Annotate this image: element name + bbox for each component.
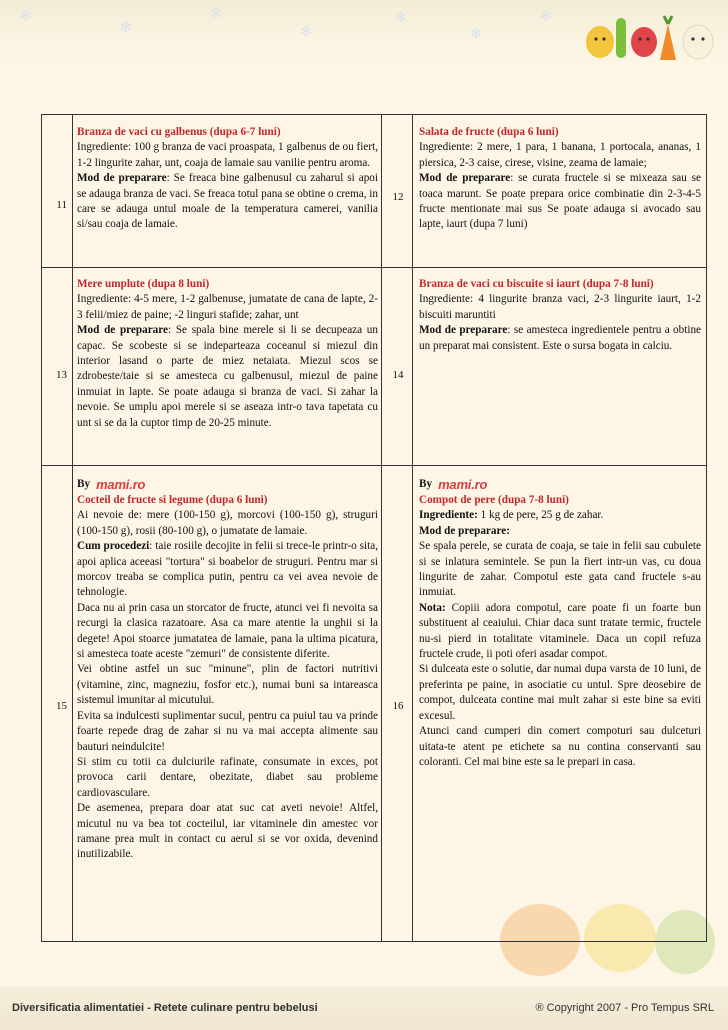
recipe-cell-13 <box>77 277 378 431</box>
recipe-ingredients: Ingrediente: 1 kg de pere, 25 g de zahar. <box>419 509 604 522</box>
recipe-method-label: Mod de preparare: <box>419 524 510 537</box>
recipe-cell-14 <box>419 277 701 354</box>
snowflake-icon: ✻ <box>120 20 132 36</box>
recipe-cell-15 <box>77 477 378 863</box>
footer-title: Diversificatia alimentatiei - Retete culinare pentru bebelusi <box>12 1002 318 1014</box>
recipe-number: 14 <box>392 369 404 381</box>
recipe-title: Compot de pere (dupa 7-8 luni) <box>419 494 569 506</box>
mami-ro-logo: mami.ro <box>96 477 146 493</box>
recipe-paragraph: Atunci cand cumperi din comert compoturi sau dulceturi uitata-te atent pe etichete sa nu contina conservanti sau coloranti. Cel mai bine este sa le prepari in casa. <box>419 725 701 768</box>
recipe-note: Nota: Copiii adora compotul, care poate fi un foarte bun substituent al ceaiului. Chiar daca sunt tratate termic, fructele nu-si pierd in totalitate vitaminele. Daca un copil refuza fructele crude, ii poti oferi asadar compot. <box>419 601 701 661</box>
mami-ro-logo: mami.ro <box>438 477 488 493</box>
recipe-title: Branza de vaci cu biscuite si iaurt (dupa 7-8 luni) <box>419 278 654 290</box>
recipe-number: 15 <box>56 700 67 712</box>
snowflake-icon: ✻ <box>20 8 32 24</box>
recipe-ingredients: Ingrediente: 4-5 mere, 1-2 galbenuse, jumatate de cana de lapte, 2-3 felii/miez de paine; -2 linguri stafide; zahar, unt <box>77 293 378 321</box>
header-decoration <box>0 0 728 72</box>
snowflake-icon: ✻ <box>540 8 552 24</box>
recipe-paragraph: Evita sa indulcesti suplimentar sucul, pentru ca puiul tau va prinde foarte repede drag de zahar si nu va mai accepta alimente sau bauturi neindulcite! <box>77 709 378 753</box>
recipe-title: Salata de fructe (dupa 6 luni) <box>419 126 559 138</box>
recipe-title: Branza de vaci cu galbenus (dupa 6-7 luni) <box>77 126 281 138</box>
recipe-paragraph: Si stim cu totii ca dulciurile rafinate, consumate in exces, pot provoca carii dentare, obezitate, diabet sau probleme cardiovasculare. <box>77 755 378 799</box>
recipe-number: 11 <box>56 199 67 211</box>
recipe-cell-11 <box>77 125 378 233</box>
snowflake-icon: ✻ <box>395 10 407 26</box>
recipe-paragraph: Vei obtine astfel un suc "minune", plin de factori nutritivi (vitamine, zinc, magneziu, fosfor etc.), numai buni sa intareasca sistemul imunitar al micutului. <box>77 663 378 707</box>
recipe-cell-16 <box>419 477 701 770</box>
recipe-title: Cocteil de fructe si legume (dupa 6 luni) <box>77 494 268 506</box>
recipe-ingredients: Ingrediente: 4 lingurite branza vaci, 2-3 lingurite iaurt, 1-2 biscuiti maruntiti <box>419 293 701 321</box>
recipe-paragraph: Se spala perele, se curata de coaja, se taie in felii sau cubulete si se inlatura semintele. Se pun la fiert intr-un vas, cu doua lingurite de zahar. Compotul este gata cand fructele s-au inmuiat. <box>419 540 701 599</box>
snowflake-icon: ✻ <box>300 24 312 40</box>
recipe-method: Mod de preparare: se amesteca ingredientele pentru a obtine un preparat mai consistent. Este o sursa bogata in calciu. <box>419 324 702 352</box>
by-label: By <box>419 478 433 491</box>
recipe-number: 13 <box>56 369 67 381</box>
recipe-paragraph: De asemenea, prepara doar atat suc cat aveti nevoie! Altfel, micutul nu va bea tot cocteilul, iar vitaminele din amestec vor ramane prea mult in contact cu aerul si se vor oxida, devenind inutilizabile. <box>77 802 378 861</box>
recipe-number: 16 <box>392 700 404 712</box>
recipe-paragraph: Cum procedezi: taie rosiile decojite in felii si trece-le printr-o sita, apoi aplica aceeasi "tortura" si boabelor de struguri. Pentru mar si morcov treaba se complica putin, pentru ca vei avea nevoie de tehnologie. <box>77 540 378 599</box>
recipe-method: Mod de preparare: se curata fructele si se mixeaza sau se toaca marunt. Se poate prepara orice combinatie din 2-3-4-5 fructe mentionate mai sus Se poate adauga si avocado sau lapte, iaurt (dupa 7 luni) <box>419 172 701 231</box>
recipe-paragraph: Ai nevoie de: mere (100-150 g), morcovi (100-150 g), struguri (100-150 g), rosii (80-100 g), o jumatate de lamaie. <box>77 509 378 537</box>
recipe-method: Mod de preparare: Se freaca bine galbenusul cu zaharul si apoi se adauga branza de vaci. Se freaca totul pana se obtine o crema, in care se adauga untul moale de la temperatura camerei, vanilia si/sau coaja de lamaie. <box>77 172 378 231</box>
brand-line <box>419 477 701 493</box>
recipe-cell-12 <box>419 125 701 233</box>
recipe-ingredients: Ingrediente: 2 mere, 1 para, 1 banana, 1 portocala, ananas, 1 piersica, 2-3 caise, cirese, visine, zeama de lamaie; <box>419 141 701 169</box>
footer-copyright: ® Copyright 2007 - Pro Tempus SRL <box>535 1002 714 1014</box>
vegetables-illustration <box>572 4 722 64</box>
recipe-method: Mod de preparare: Se spala bine merele si li se decupeaza un capac. Se scobeste si se indeparteaza coceanul si miezul din interior lasand o parte de miez netaiata. Miezul scos se zdrobeste/taie si se amesteca cu galbenusul, miezul de paine inmuiat in lapte. Se poate adauga si branza de vaci. Si zahar la nevoie. Se umplu apoi merele si se aseaza intr-o tava tapetata cu unt si se da la cuptor timp de 20-25 minute. <box>77 324 378 429</box>
page-footer <box>0 986 728 1030</box>
snowflake-icon: ✻ <box>210 6 222 22</box>
brand-line <box>77 477 378 493</box>
recipe-title: Mere umplute (dupa 8 luni) <box>77 278 210 290</box>
recipe-number: 12 <box>392 191 404 203</box>
snowflake-icon: ✻ <box>470 26 482 42</box>
recipe-paragraph: Daca nu ai prin casa un storcator de fructe, atunci vei fi nevoita sa recurgi la clasica razatoare. Asa ca mare atentie la unghii si la degete! Apoi stoarce jumatatea de lamaie, pana la ultima picatura, si amesteca toate aceste "zemuri" de consistente diferite. <box>77 601 378 661</box>
recipes-table <box>41 114 707 942</box>
recipe-ingredients: Ingrediente: 100 g branza de vaci proaspata, 1 galbenus de ou fiert, 1-2 lingurite zahar, unt, coaja de lamaie sau vanilie pentru aroma. <box>77 141 378 169</box>
by-label: By <box>77 478 91 491</box>
recipe-paragraph: Si dulceata este o solutie, dar numai dupa varsta de 10 luni, de preferinta pe paine, in asociatie cu untul. Spre deosebire de compot, dulceata contine mai mult zahar si este bine sa eviti excesul. <box>419 663 701 722</box>
